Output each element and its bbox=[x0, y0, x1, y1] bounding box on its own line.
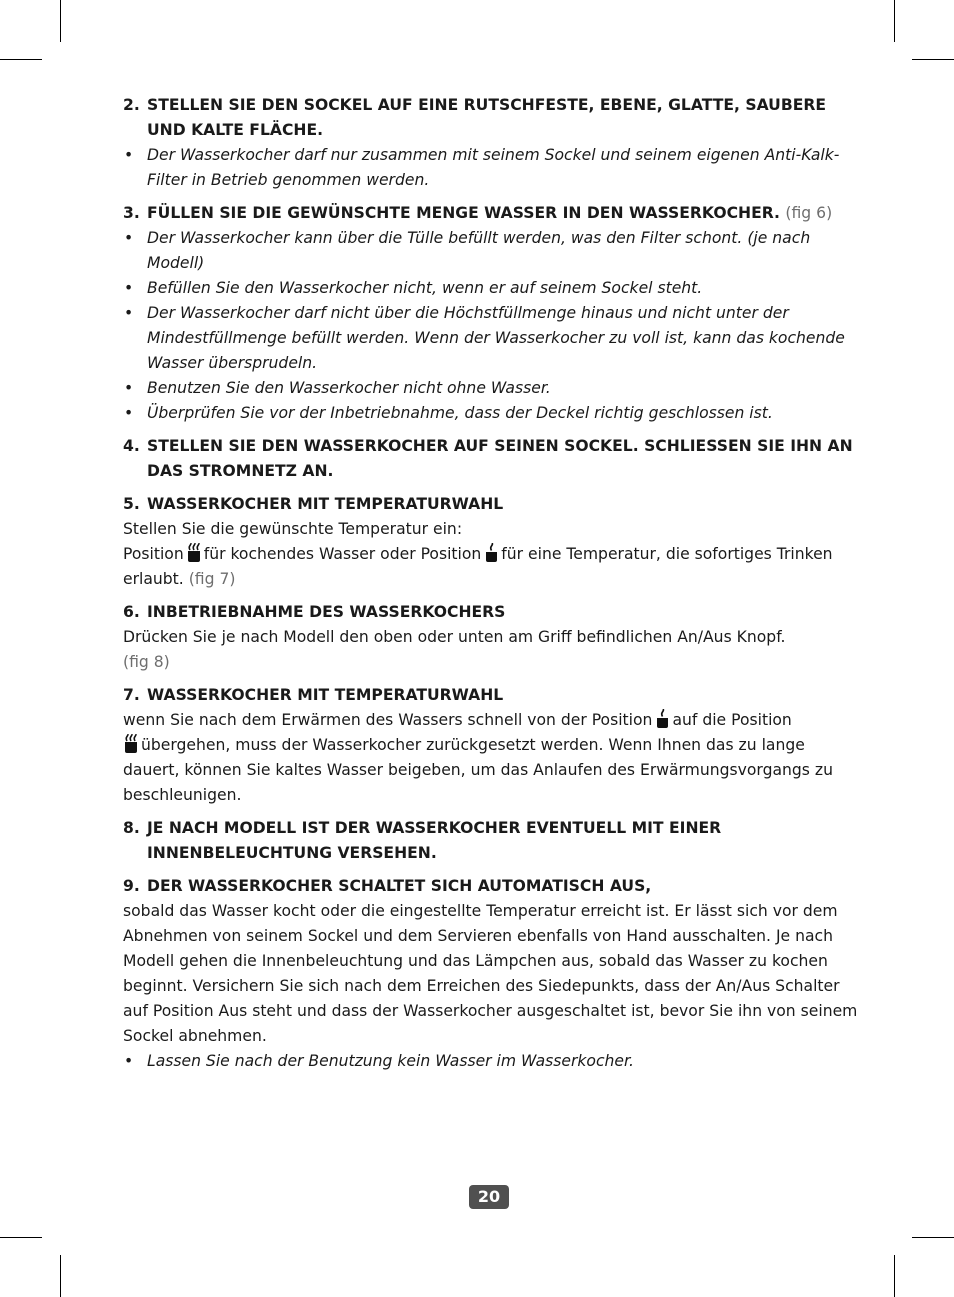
section-6 bbox=[123, 600, 858, 675]
bullet-glyph: • bbox=[124, 279, 134, 297]
crop-mark bbox=[912, 1237, 954, 1238]
list-item bbox=[123, 226, 858, 276]
list-item bbox=[123, 376, 858, 401]
heading-text: FÜLLEN SIE DIE GEWÜNSCHTE MENGE WASSER IN DEN WASSERKOCHER. bbox=[147, 204, 780, 222]
section-9 bbox=[123, 874, 858, 1074]
fig-reference: (fig 8) bbox=[123, 653, 170, 671]
heading-text: STELLEN SIE DEN SOCKEL AUF EINE RUTSCHFESTE, EBENE, GLATTE, SAUBERE UND KALTE FLÄCHE. bbox=[147, 96, 827, 139]
boiling-water-icon bbox=[123, 734, 139, 753]
bullet-text: Befüllen Sie den Wasserkocher nicht, wenn er auf seinem Sockel steht. bbox=[147, 279, 703, 297]
section-number: 7. bbox=[123, 686, 140, 704]
section-number: 8. bbox=[123, 819, 140, 837]
section-heading bbox=[123, 600, 858, 625]
heading-text: DER WASSERKOCHER SCHALTET SICH AUTOMATISCH AUS, bbox=[147, 877, 652, 895]
text-line: Stellen Sie die gewünschte Temperatur ein: bbox=[123, 520, 463, 538]
section-number: 5. bbox=[123, 495, 140, 513]
crop-mark bbox=[0, 1237, 42, 1238]
section-4 bbox=[123, 434, 858, 484]
section-5 bbox=[123, 492, 858, 592]
bullet-glyph: • bbox=[124, 404, 134, 422]
instructions-content bbox=[123, 93, 858, 1074]
text-span: für eine Temperatur, die sofortiges Trinken erlaubt. bbox=[123, 545, 833, 588]
heading-text: JE NACH MODELL IST DER WASSERKOCHER EVENTUELL MIT EINER INNENBELEUCHTUNG VERSEHEN. bbox=[147, 819, 722, 862]
section-number: 4. bbox=[123, 437, 140, 455]
section-heading bbox=[123, 816, 858, 866]
section-heading bbox=[123, 874, 858, 899]
section-number: 9. bbox=[123, 877, 140, 895]
text-span: wenn Sie nach dem Erwärmen des Wassers schnell von der Position bbox=[123, 711, 653, 729]
bullet-list bbox=[123, 143, 858, 193]
section-heading bbox=[123, 492, 858, 517]
section-number: 3. bbox=[123, 204, 140, 222]
bullet-glyph: • bbox=[124, 379, 134, 397]
drinking-temperature-icon bbox=[483, 543, 499, 562]
bullet-text: Der Wasserkocher darf nur zusammen mit seinem Sockel und seinem eigenen Anti-Kalk-Filter in Betrieb genommen werden. bbox=[147, 146, 840, 189]
text-span: für kochendes Wasser oder Position bbox=[203, 545, 482, 563]
bullet-glyph: • bbox=[124, 146, 134, 164]
heading-text: WASSERKOCHER MIT TEMPERATURWAHL bbox=[147, 686, 504, 704]
page-number-badge: 20 bbox=[469, 1185, 509, 1209]
section-7 bbox=[123, 683, 858, 808]
crop-mark bbox=[912, 59, 954, 60]
text-span: übergehen, muss der Wasserkocher zurückgesetzt werden. Wenn Ihnen das zu lange dauert, können Sie kaltes Wasser beigeben, um das Anlaufen des Erwärmungsvorgangs zu beschleunigen. bbox=[123, 736, 833, 804]
list-item bbox=[123, 401, 858, 426]
fig-reference: (fig 6) bbox=[785, 204, 833, 222]
bullet-glyph: • bbox=[124, 1052, 134, 1070]
list-item bbox=[123, 143, 858, 193]
section-heading bbox=[123, 93, 858, 143]
section-heading bbox=[123, 201, 858, 226]
heading-text: INBETRIEBNAHME DES WASSERKOCHERS bbox=[147, 603, 506, 621]
crop-mark bbox=[60, 0, 61, 42]
bullet-text: Der Wasserkocher kann über die Tülle befüllt werden, was den Filter schont. (je nach Modell) bbox=[147, 229, 811, 272]
body-text bbox=[123, 625, 858, 675]
section-heading bbox=[123, 434, 858, 484]
text-span: auf die Position bbox=[672, 711, 792, 729]
bullet-list bbox=[123, 1049, 858, 1074]
body-text bbox=[123, 517, 858, 592]
section-heading bbox=[123, 683, 858, 708]
section-3 bbox=[123, 201, 858, 426]
list-item bbox=[123, 276, 858, 301]
text-span: Position bbox=[123, 545, 184, 563]
crop-mark bbox=[894, 0, 895, 42]
section-number: 2. bbox=[123, 96, 140, 114]
section-8 bbox=[123, 816, 858, 866]
text-span: Drücken Sie je nach Modell den oben oder unten am Griff befindlichen An/Aus Knopf. bbox=[123, 628, 786, 646]
bullet-text: Der Wasserkocher darf nicht über die Höchstfüllmenge hinaus und nicht unter der Mindestfüllmenge befüllt werden. Wenn der Wasserkocher zu voll ist, kann das kochende Wasser übersprudeln. bbox=[147, 304, 845, 372]
bullet-glyph: • bbox=[124, 304, 134, 322]
crop-mark bbox=[0, 59, 42, 60]
bullet-list bbox=[123, 226, 858, 426]
body-text bbox=[123, 708, 858, 808]
drinking-temperature-icon bbox=[654, 709, 670, 728]
list-item bbox=[123, 1049, 858, 1074]
crop-mark bbox=[894, 1255, 895, 1297]
crop-mark bbox=[60, 1255, 61, 1297]
bullet-text: Benutzen Sie den Wasserkocher nicht ohne Wasser. bbox=[147, 379, 551, 397]
heading-text: STELLEN SIE DEN WASSERKOCHER AUF SEINEN SOCKEL. SCHLIESSEN SIE IHN AN DAS STROMNETZ AN. bbox=[147, 437, 853, 480]
bullet-glyph: • bbox=[124, 229, 134, 247]
list-item bbox=[123, 301, 858, 376]
bullet-text: Lassen Sie nach der Benutzung kein Wasser im Wasserkocher. bbox=[147, 1052, 634, 1070]
heading-text: WASSERKOCHER MIT TEMPERATURWAHL bbox=[147, 495, 504, 513]
boiling-water-icon bbox=[186, 543, 202, 562]
fig-reference: (fig 7) bbox=[188, 570, 236, 588]
section-2 bbox=[123, 93, 858, 193]
body-text: sobald das Wasser kocht oder die eingestellte Temperatur erreicht ist. Er lässt sich vor dem Abnehmen von seinem Sockel und dem Servieren ebenfalls von Hand ausschalten. Je nach Modell gehen die Innenbeleuchtung und das Lämpchen aus, sobald das Wasser zu kochen beginnt. Versichern Sie sich nach dem Erreichen des Siedepunkts, dass der An/Aus Schalter auf Position Aus steht und dass der Wasserkocher ausgeschaltet ist, bevor Sie ihn von seinem Sockel abnehmen. bbox=[123, 902, 858, 1045]
bullet-text: Überprüfen Sie vor der Inbetriebnahme, dass der Deckel richtig geschlossen ist. bbox=[147, 404, 773, 422]
section-number: 6. bbox=[123, 603, 140, 621]
